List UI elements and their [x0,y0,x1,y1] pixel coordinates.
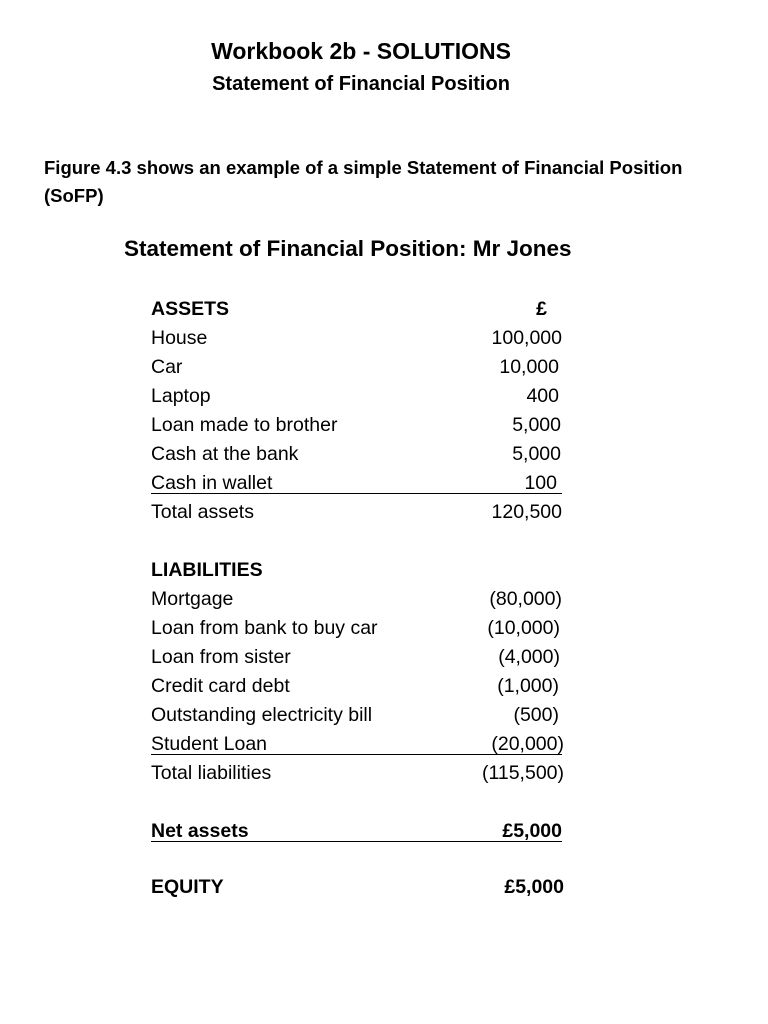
asset-value: 100 [524,472,557,494]
asset-label: Loan made to brother [151,414,338,436]
financial-statement [151,295,571,902]
liability-row-mortgage [151,585,571,614]
section-spacer [151,846,571,873]
liability-value: (1,000) [497,675,559,697]
total-assets-row [151,498,571,527]
liability-row-electricity-bill [151,701,571,730]
asset-value: 5,000 [512,443,561,465]
liability-value: (20,000) [491,733,564,755]
total-liabilities-row [151,759,571,788]
page-title: Workbook 2b - SOLUTIONS [211,38,511,64]
asset-row-house [151,324,571,353]
liability-label: Credit card debt [151,675,290,697]
liabilities-heading: LIABILITIES [151,559,263,581]
liability-label: Loan from bank to buy car [151,617,378,639]
asset-row-cash-in-wallet [151,469,571,498]
liability-label: Outstanding electricity bill [151,704,373,726]
asset-value: 400 [526,385,559,407]
asset-value: 100,000 [491,327,562,349]
asset-row-cash-at-bank [151,440,571,469]
total-liabilities-label: Total liabilities [151,762,272,784]
liability-value: (500) [513,704,559,726]
net-assets-label: Net assets [151,820,249,842]
liability-row-credit-card [151,672,571,701]
asset-row-laptop [151,382,571,411]
liability-value: (80,000) [489,588,562,610]
asset-label: Laptop [151,385,211,407]
total-liabilities-value: (115,500) [481,762,564,784]
asset-row-loan-to-brother [151,411,571,440]
asset-label: Cash at the bank [151,443,299,465]
total-assets-value: 120,500 [491,501,562,523]
asset-row-car [151,353,571,382]
asset-label: House [151,327,208,349]
intro-text: Figure 4.3 shows an example of a simple Statement of Financial Position (SoFP) [44,157,683,206]
liability-row-car-loan [151,614,571,643]
currency-symbol: £ [536,298,547,320]
liability-row-loan-from-sister [151,643,571,672]
asset-label: Cash in wallet [151,472,273,494]
liabilities-header-row [151,556,571,585]
liability-label: Loan from sister [151,646,291,668]
equity-value: £5,000 [504,876,564,898]
asset-value: 10,000 [499,356,559,378]
section-spacer [151,788,571,817]
liability-value: (4,000) [498,646,560,668]
equity-row [151,873,571,902]
section-spacer [151,527,571,556]
net-assets-value: £5,000 [502,820,562,842]
liability-label: Student Loan [151,733,268,755]
asset-value: 5,000 [512,414,561,436]
page-subtitle: Statement of Financial Position [212,73,510,95]
assets-header-row [151,295,571,324]
total-assets-label: Total assets [151,501,254,523]
liability-row-student-loan [151,730,571,759]
equity-label: EQUITY [151,876,224,898]
asset-label: Car [151,356,183,378]
assets-heading: ASSETS [151,298,230,320]
net-assets-row [151,817,571,846]
statement-heading: Statement of Financial Position: Mr Jones [124,236,572,261]
liability-label: Mortgage [151,588,234,610]
liability-value: (10,000) [487,617,560,639]
